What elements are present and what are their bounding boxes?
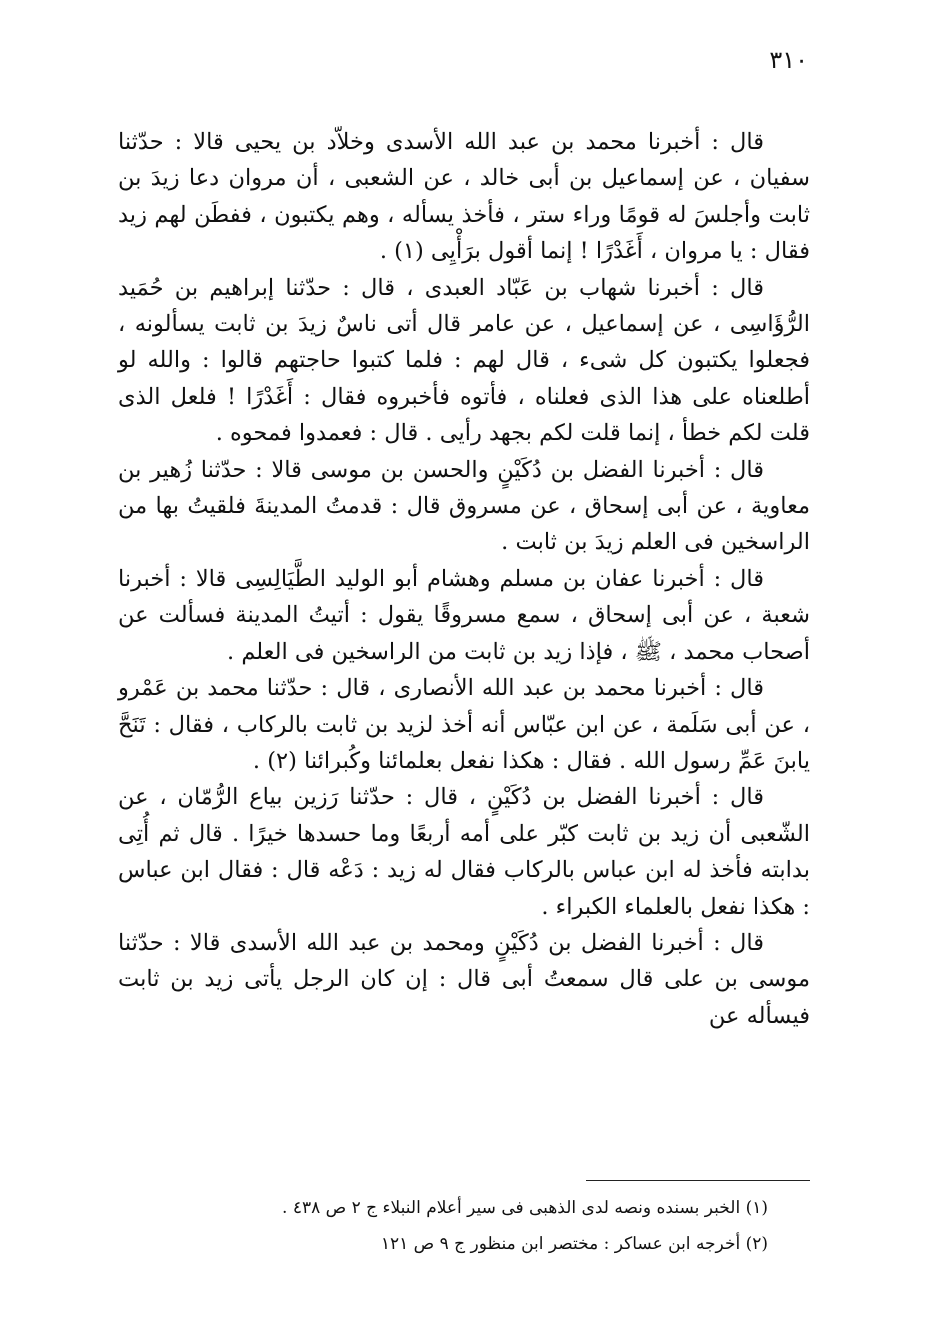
paragraph-5: قال : أخبرنا محمد بن عبد الله الأنصارى ، قال : حدّثنا محمد بن عَمْرو ، عن أبى سَلَمة ، عن ابن عبّاس أنه أخذ لزيد بن ثابت بالركاب ، فقال : تَنَحَّ يابنَ عَمِّ رسول الله . فقال : هكذا نفعل بعلمائنا وكُبرائنا (٢) . — [118, 675, 810, 774]
main-text — [118, 124, 810, 1034]
footnote-1: (١) الخبر بسنده ونصه لدى الذهبى فى سير أعلام النبلاء ج ٢ ص ٤٣٨ . — [282, 1198, 768, 1218]
paragraph-3: قال : أخبرنا الفضل بن دُكَيْنٍ والحسن بن موسى قالا : حدّثنا زُهير بن معاوية ، عن أبى إسحاق ، عن مسروق قال : قدمتُ المدينةَ فلقيتُ بها من الراسخين فى العلم زيدَ بن ثابت . — [118, 456, 810, 556]
paragraph-4: قال : أخبرنا عفان بن مسلم وهشام أبو الوليد الطَّيَالِسِى قالا : أخبرنا شعبة ، عن أبى إسحاق ، سمع مسروقًا يقول : أتيتُ المدينة فسألت عن أصحاب محمد ، ﷺ ، فإذا زيد بن ثابت من الراسخين فى العلم . — [118, 565, 810, 665]
footnotes — [118, 1190, 810, 1262]
footnote-divider — [586, 1180, 810, 1181]
page-number: ٣١٠ — [769, 46, 808, 74]
footnote-2: (٢) أخرجه ابن عساكر : مختصر ابن منظور ج ٩ ص ١٢١ — [380, 1234, 768, 1254]
paragraph-6: قال : أخبرنا الفضل بن دُكَيْنٍ ، قال : حدّثنا رَزين بياع الرُّمّان ، عن الشّعبى أن زيد بن ثابت كبّر على أمه أربعًا وما حسدها خيرًا . قال ثم أُتِى بدابته فأخذ له ابن عباس بالركاب فقال له زيد : دَعْه قال : فقال ابن عباس : هكذا نفعل بالعلماء الكبراء . — [118, 784, 810, 920]
paragraph-1: قال : أخبرنا محمد بن عبد الله الأسدى وخلاّد بن يحيى قالا : حدّثنا سفيان ، عن إسماعيل بن أبى خالد ، عن الشعبى ، أن مروان دعا زيدَ بن ثابت وأجلسَ له قومًا وراء ستر ، فأخذ يسأله ، وهم يكتبون ، ففطَن لهم زيد فقال : يا مروان ، أَغَدْرًا ! إنما أقول برَأْيِى (١) . — [118, 129, 810, 265]
paragraph-7: قال : أخبرنا الفضل بن دُكَيْنٍ ومحمد بن عبد الله الأسدى قالا : حدّثنا موسى بن على قال سمعتُ أبى قال : إن كان الرجل يأتى زيد بن ثابت فيسأله عن — [118, 929, 810, 1029]
paragraph-2: قال : أخبرنا شهاب بن عَبّاد العبدى ، قال : حدّثنا إبراهيم بن حُمَيد الرُّؤَاسِى ، عن إسماعيل ، عن عامر قال أتى ناسٌ زيدَ بن ثابت يسألونه ، فجعلوا يكتبون كل شىء ، قال لهم : فلما كتبوا حاجتهم قالوا : والله لو أطلعناه على هذا الذى فعلناه ، فأتوه فأخبروه فقال : أَغَدْرًا ! فلعل الذى قلت لكم خطأ ، إنما قلت لكم بجهد رأيى . قال : فعمدوا فمحوه . — [118, 274, 810, 447]
